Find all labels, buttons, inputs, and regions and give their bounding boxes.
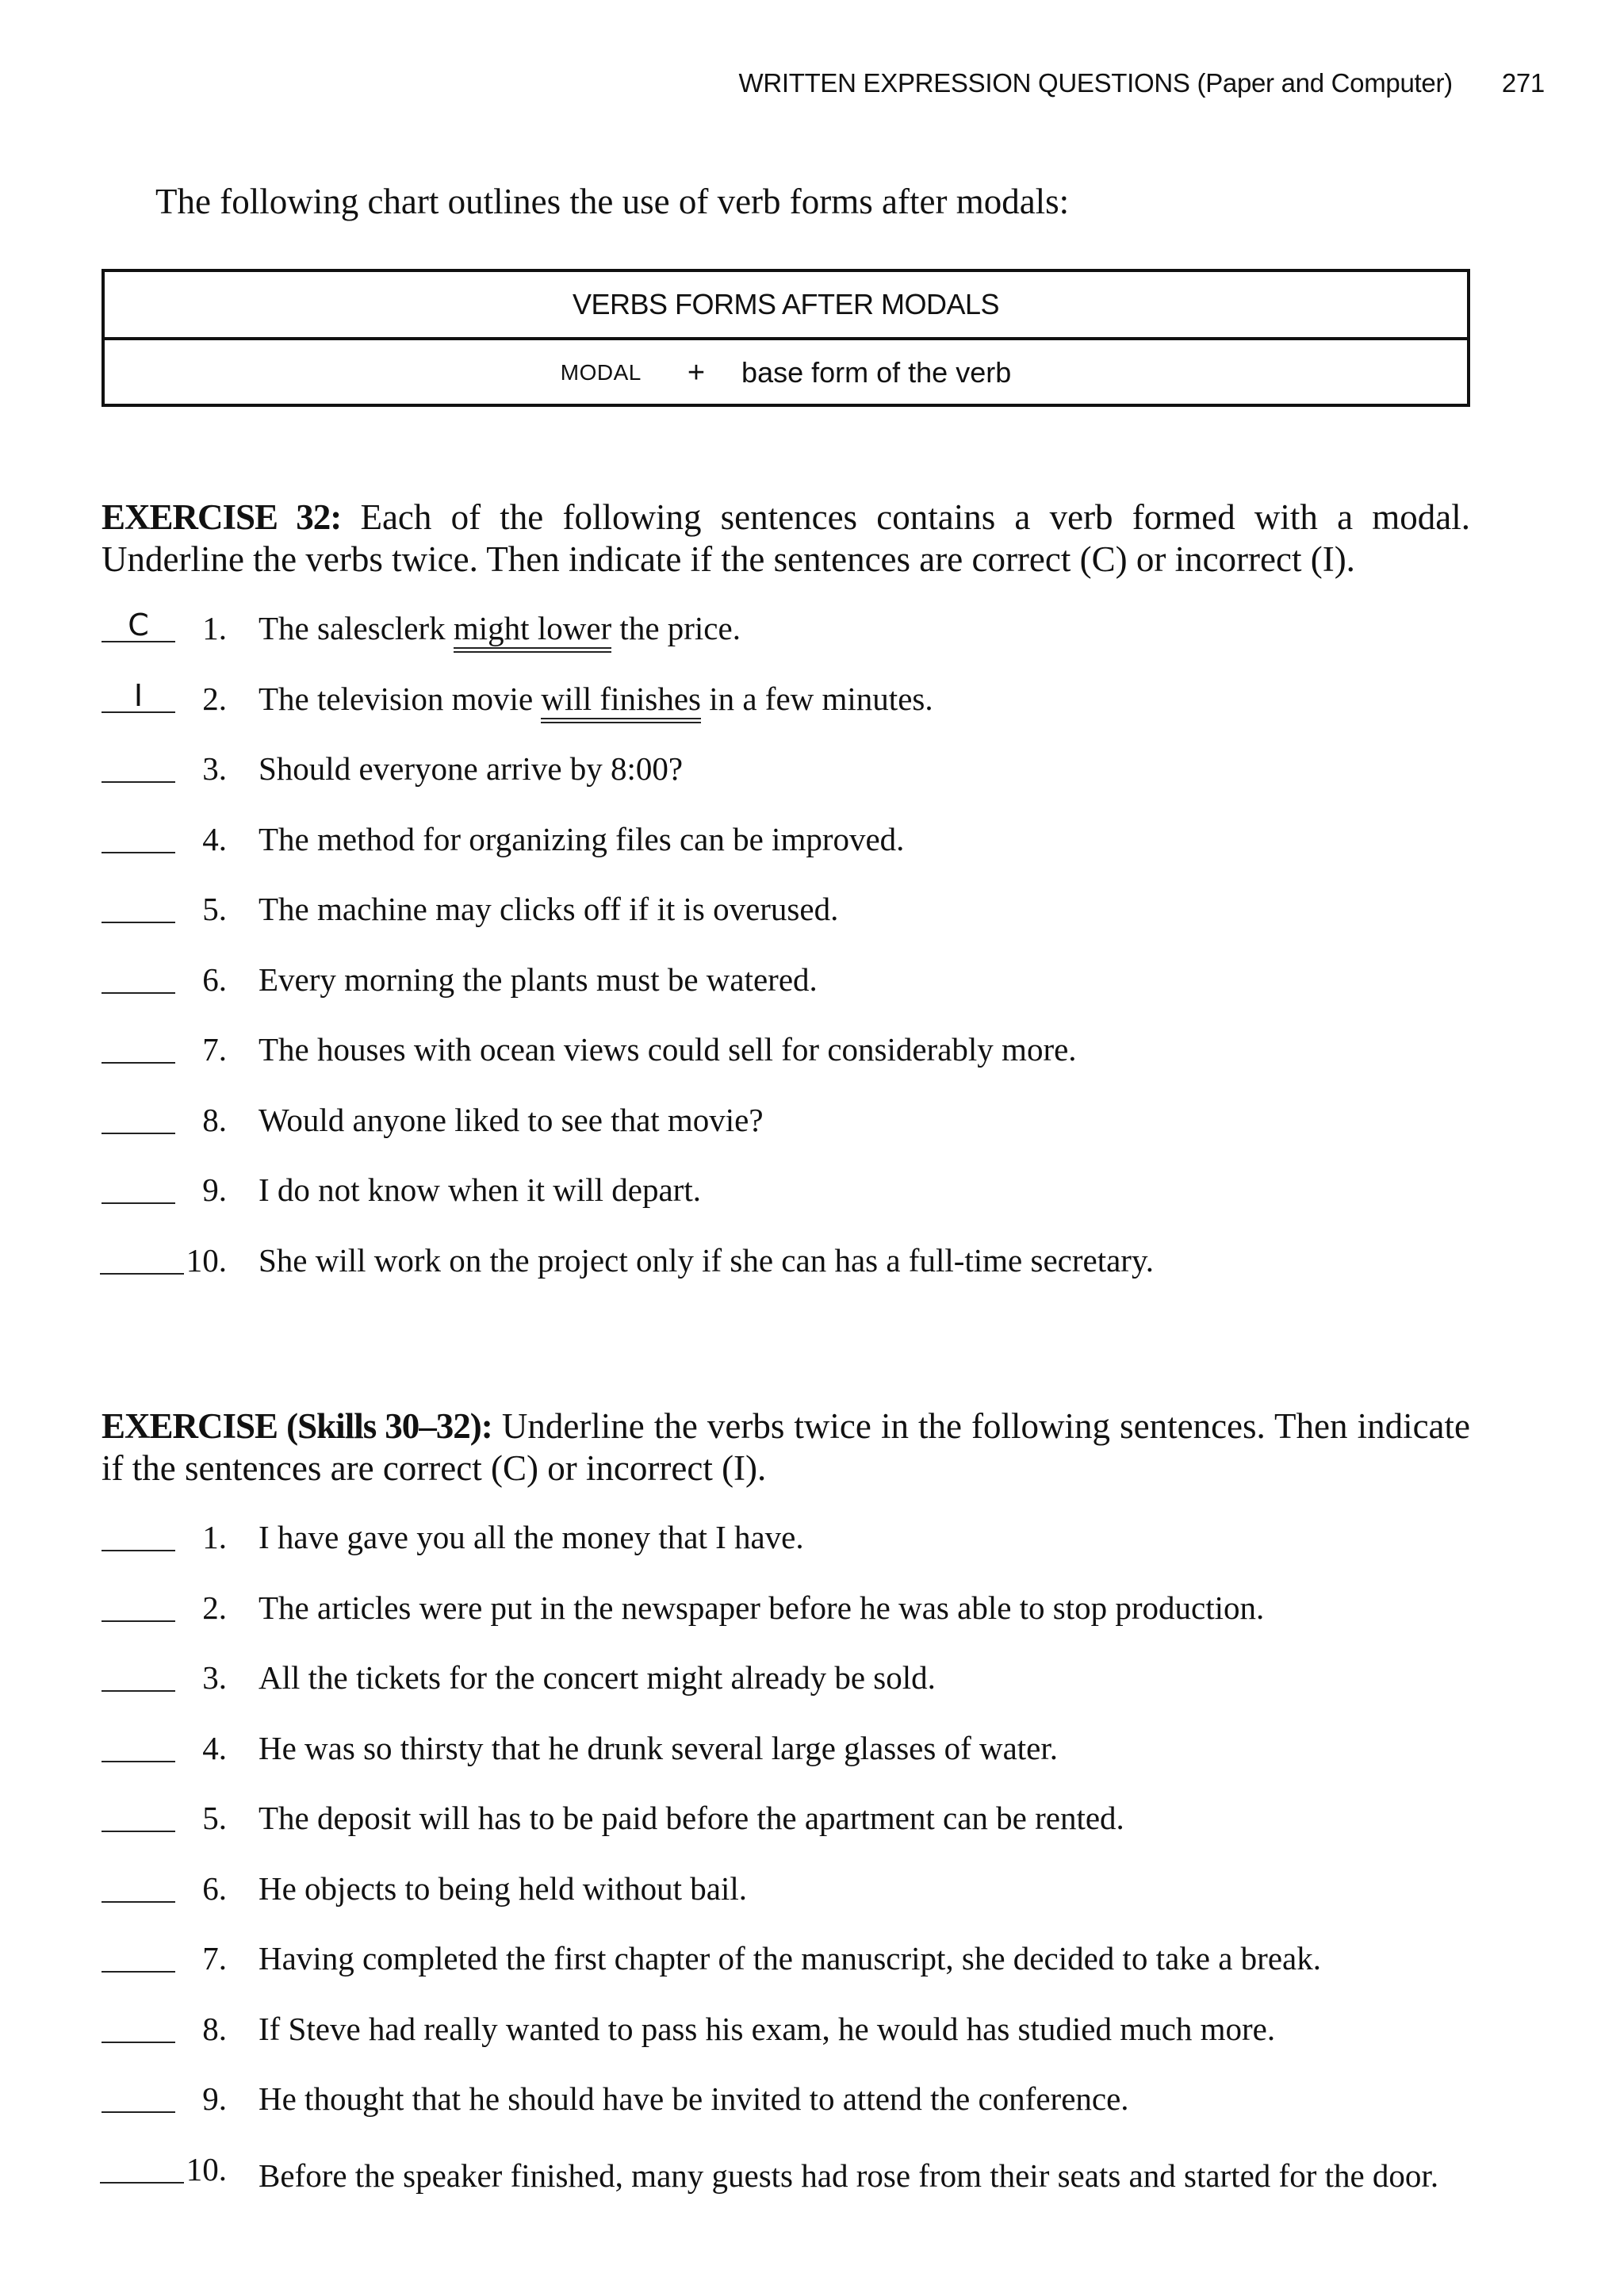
sentence-part: The television movie (259, 680, 542, 717)
item-sentence: I have gave you all the money that I have. (259, 1519, 804, 1555)
running-title: WRITTEN EXPRESSION QUESTIONS (Paper and Computer) (738, 68, 1453, 98)
item-number: 3. (202, 1659, 227, 1696)
item-number: 1. (202, 610, 227, 646)
chart-modal-label: MODAL (560, 360, 642, 385)
item-number: 5. (202, 891, 227, 927)
chart-title: VERBS FORMS AFTER MODALS (105, 272, 1467, 340)
item-number: 6. (202, 1869, 227, 1907)
item-number: 10. (186, 2150, 227, 2187)
item-sentence: Every morning the plants must be watered. (259, 960, 818, 998)
exercise-review-instructions (102, 1405, 1470, 1490)
item-sentence: He objects to being held without bail. (259, 1869, 748, 1907)
chart-verb-form: base form of the verb (741, 356, 1012, 389)
sentence-part: The salesclerk (259, 610, 454, 646)
item-sentence: Before the speaker finished, many guests had rose from their seats and started for the door. (259, 2157, 1439, 2194)
item-number: 2. (202, 1589, 227, 1626)
exercise-item (0, 1241, 1624, 1289)
exercise-32-instruction-text: Each of the following sentences contains a verb formed with a modal. Underline the verbs twice. Then indicate if the sentences are correct (C) or incorrect (I). (102, 497, 1470, 579)
item-number: 5. (202, 1800, 227, 1836)
exercise-item (0, 1658, 1624, 1706)
item-sentence: The machine may clicks off if it is overused. (259, 891, 839, 927)
item-sentence (259, 680, 933, 718)
intro-sentence: The following chart outlines the use of verb forms after modals: (155, 182, 1070, 221)
item-number: 7. (202, 1031, 227, 1068)
item-number: 10. (186, 1241, 227, 1279)
item-number: 9. (202, 2080, 227, 2117)
item-sentence (259, 609, 741, 647)
verb-forms-chart (102, 269, 1470, 407)
item-sentence: The method for organizing files can be improved. (259, 820, 905, 857)
exercise-item (0, 960, 1624, 1008)
exercise-item (0, 2010, 1624, 2057)
item-sentence: The houses with ocean views could sell for considerably more. (259, 1031, 1077, 1068)
item-number: 8. (202, 1101, 227, 1138)
item-sentence: If Steve had really wanted to pass his exam, he would has studied much more. (259, 2010, 1276, 2047)
page-number: 271 (1501, 68, 1545, 98)
running-header (738, 68, 1545, 98)
item-sentence: All the tickets for the concert might already be sold. (259, 1659, 936, 1696)
item-number: 3. (202, 750, 227, 787)
exercise-item (0, 1869, 1624, 1917)
double-underlined-verb: might lower (454, 610, 611, 653)
item-sentence: The deposit will has to be paid before the apartment can be rented. (259, 1800, 1124, 1836)
exercise-item (0, 1101, 1624, 1148)
exercise-item (0, 890, 1624, 937)
exercise-32-heading: EXERCISE 32: (102, 497, 342, 537)
item-sentence: The articles were put in the newspaper before he was able to stop production. (259, 1589, 1265, 1626)
double-underlined-verb: will finishes (541, 681, 701, 723)
exercise-item (0, 677, 1624, 727)
item-sentence: I do not know when it will depart. (259, 1171, 701, 1208)
item-sentence: She will work on the project only if she can has a full-time secretary. (259, 1241, 1155, 1279)
item-number: 1. (202, 1519, 227, 1555)
handwritten-answer: I (133, 677, 144, 713)
exercise-review-instruction-text: Underline the verbs twice in the following sentences. Then indicate if the sentences are correct (C) or incorrect (I). (102, 1406, 1471, 1488)
sentence-part: the price. (611, 610, 741, 646)
item-sentence: Would anyone liked to see that movie? (259, 1101, 764, 1138)
item-number: 2. (202, 680, 227, 717)
exercise-item (0, 2080, 1624, 2127)
item-number: 7. (202, 1940, 227, 1977)
item-sentence: He was so thirsty that he drunk several large glasses of water. (259, 1729, 1059, 1766)
exercise-item (0, 1171, 1624, 1218)
exercise-review-heading: EXERCISE (Skills 30–32): (102, 1406, 492, 1446)
exercise-item (0, 1030, 1624, 1078)
item-number: 9. (202, 1171, 227, 1208)
exercise-item (0, 1799, 1624, 1846)
item-sentence: Having completed the first chapter of the manuscript, she decided to take a break. (259, 1940, 1321, 1977)
handwritten-answer: C (128, 608, 149, 642)
item-number: 4. (202, 1729, 227, 1766)
item-number: 8. (202, 2010, 227, 2047)
exercise-item (0, 1729, 1624, 1777)
exercise-item (0, 750, 1624, 797)
chart-rule (105, 340, 1467, 405)
exercise-item (0, 609, 1624, 657)
sentence-part: in a few minutes. (700, 680, 933, 717)
item-number: 4. (202, 820, 227, 857)
item-number: 6. (202, 960, 227, 998)
exercise-item (0, 1518, 1624, 1566)
exercise-item (0, 2150, 1624, 2198)
exercise-item (0, 820, 1624, 868)
exercise-item (0, 1939, 1624, 1987)
exercise-32-instructions (102, 497, 1470, 581)
exercise-item (0, 1589, 1624, 1636)
item-sentence: Should everyone arrive by 8:00? (259, 750, 684, 787)
item-sentence: He thought that he should have be invited to attend the conference. (259, 2080, 1129, 2117)
chart-plus-sign: + (687, 355, 706, 389)
